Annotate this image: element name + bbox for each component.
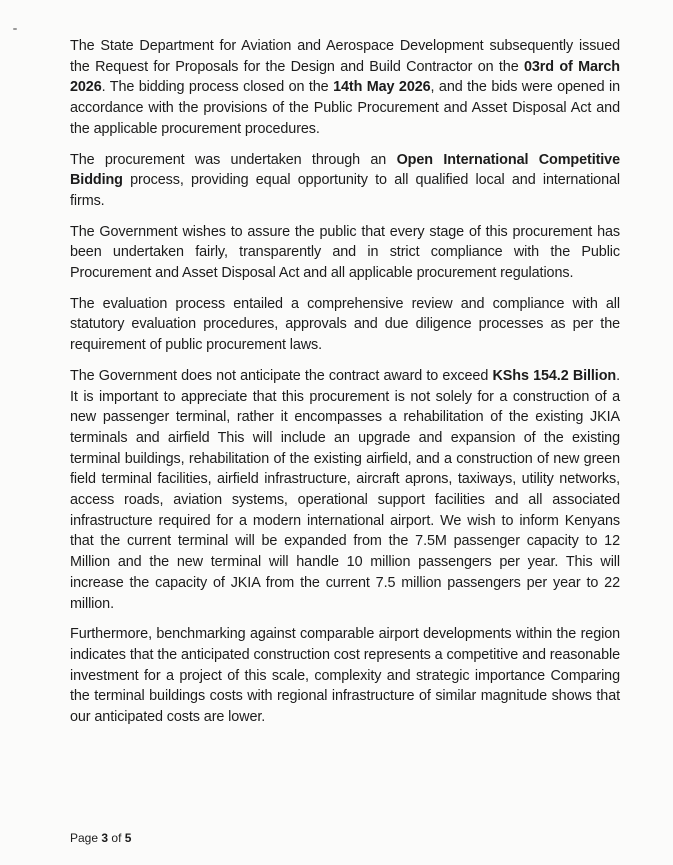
emphasized-text: 14th May 2026 [333, 79, 431, 96]
paragraph-evaluation-process [70, 294, 620, 356]
text-run: process, providing equal opportunity to all qualified local and international firms. [70, 172, 620, 209]
paragraph-fairness-assurance [70, 222, 620, 284]
text-run: The Government wishes to assure the public that every stage of this procurement has been undertaken fairly, transparently and in strict compliance with the Public Procurement and Asset Disposal Act and all applicable procurement regulations. [70, 223, 620, 282]
text-run: , and the bids were opened in accordance with the provisions of the Public Procurement and Asset Disposal Act and the applicable procurement procedures. [70, 79, 620, 137]
text-run: . The bidding process closed on the [101, 79, 334, 96]
scan-speck [13, 28, 17, 30]
text-run: The State Department for Aviation and Aerospace Development subsequently issued the Request for Proposals for the Design and Build Contractor on the [70, 38, 620, 75]
page-number: 3 [101, 831, 109, 845]
page-total: 5 [124, 831, 132, 845]
paragraph-rfp-issuance [70, 36, 620, 140]
text-run: Furthermore, benchmarking against comparable airport developments within the region indicates that the anticipated construction cost represents a competitive and reasonable investment for a project of this scale, complexity and strategic importance Comparing the terminal buildings costs with regional infrastructure of similar magnitude shows that our anticipated costs are lower. [70, 626, 620, 726]
paragraph-benchmarking [70, 624, 620, 728]
emphasized-text: 03rd of March 2026 [70, 58, 620, 96]
page-word: Page [70, 831, 99, 845]
page-footer [70, 830, 131, 846]
of-word: of [111, 831, 122, 845]
body-text [70, 36, 620, 738]
text-run: . It is important to appreciate that this procurement is not solely for a construction of a new passenger terminal, rather it encompasses a rehabilitation of the existing JKIA terminals and airfield This will include an upgrade and expansion of the existing terminal buildings, rehabilitation of the existing airfield, and a construction of new green field terminal facilities, airfield infrastructure, aircraft aprons, taxiways, utility networks, access roads, aviation systems, operational support facilities and all associated infrastructure required for a modern international airport. We wish to inform Kenyans that the current terminal will be expanded from the 7.5M passenger capacity to 12 Million and the new terminal will handle 10 million passengers per year. This will increase the capacity of JKIA from the current 7.5 million passengers per year to 22 million. [70, 367, 620, 612]
text-run: The evaluation process entailed a comprehensive review and compliance with all statutory evaluation procedures, approvals and due diligence processes as per the requirement of public procurement laws. [70, 295, 620, 354]
text-run: The Government does not anticipate the contract award to exceed [70, 367, 493, 384]
paragraph-procurement-method [70, 150, 620, 212]
emphasized-text: KShs 154.2 Billion [492, 367, 617, 384]
paragraph-contract-scope [70, 366, 620, 614]
text-run: The procurement was undertaken through an [70, 151, 397, 168]
emphasized-text: Open International Competitive Bidding [70, 151, 620, 189]
